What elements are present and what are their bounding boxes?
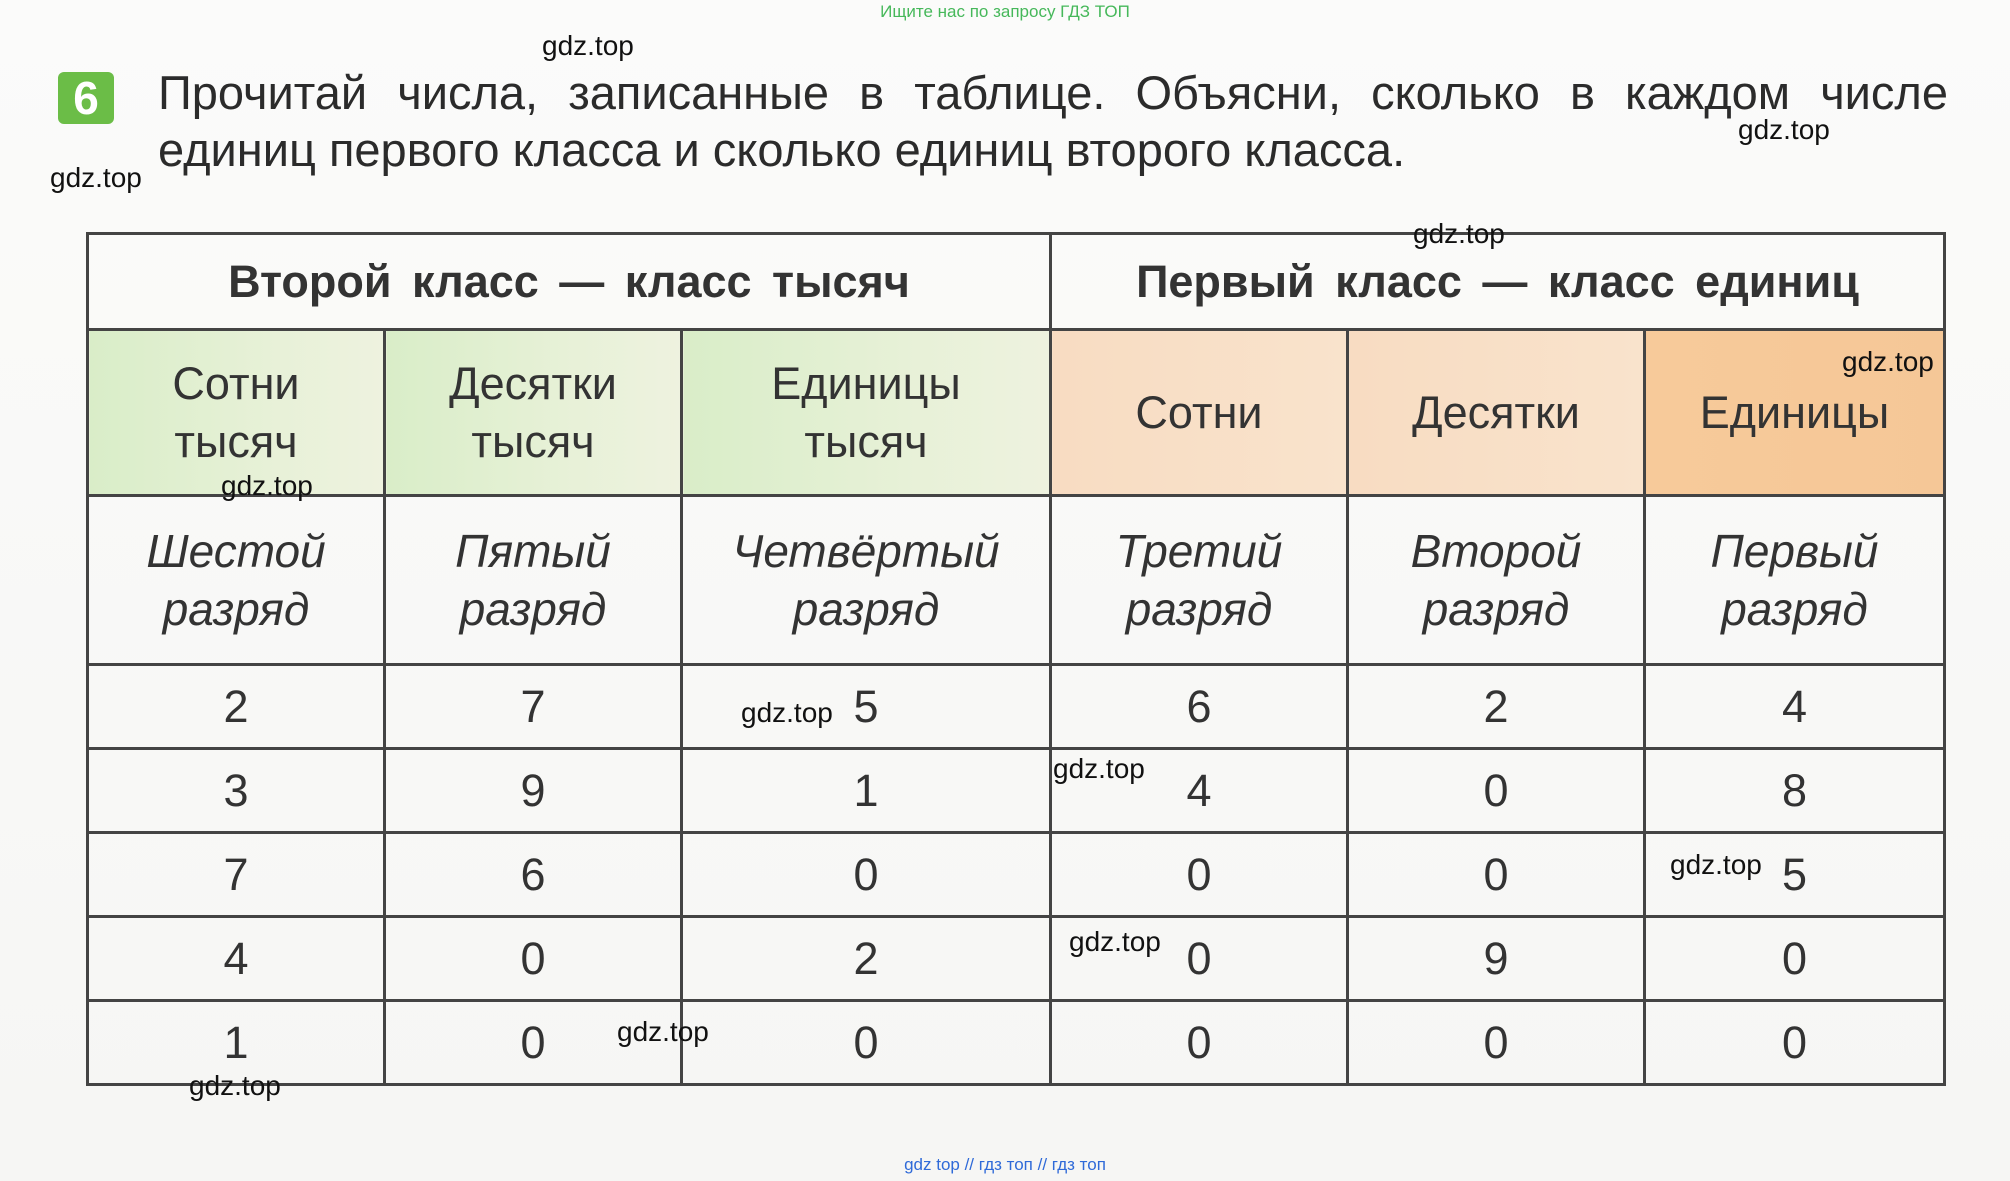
digit-cell: 0	[1051, 1001, 1348, 1085]
rank-cell: Четвёртый разряд	[682, 496, 1051, 665]
digit-cell: 0	[1051, 833, 1348, 917]
watermark: gdz.top	[1842, 346, 1934, 377]
digit-cell: 0	[1348, 749, 1645, 833]
digit-cell: 8	[1645, 749, 1945, 833]
watermark: gdz.top	[1053, 753, 1145, 784]
digit-cell: 0	[1645, 917, 1945, 1001]
class-header-row	[88, 234, 1945, 330]
digit-cell: 2	[682, 917, 1051, 1001]
number-row	[88, 833, 1945, 917]
digit-cell: 3	[88, 749, 385, 833]
number-row	[88, 665, 1945, 749]
rank-cell: Первый разряд	[1645, 496, 1945, 665]
top-banner[interactable]: Ищите нас по запросу ГДЗ ТОП	[880, 2, 1130, 21]
rank-cell: Пятый разряд	[385, 496, 682, 665]
digit-cell: 7	[385, 665, 682, 749]
unit-cell: Десятки тысяч	[385, 330, 682, 496]
digit-cell: 6	[1051, 665, 1348, 749]
watermark: gdz.top	[617, 1016, 709, 1047]
digit-cell: 9	[385, 749, 682, 833]
watermark: gdz.top	[1069, 926, 1161, 957]
digit-cell: 7	[88, 833, 385, 917]
rank-cell: Третий разряд	[1051, 496, 1348, 665]
watermark: gdz.top	[1413, 218, 1505, 249]
watermark: gdz.top	[50, 162, 142, 193]
digit-cell: 0	[1348, 1001, 1645, 1085]
digit-cell: 0	[1645, 1001, 1945, 1085]
digit-cell: 6	[385, 833, 682, 917]
unit-cell: Десятки	[1348, 330, 1645, 496]
rank-row	[88, 496, 1945, 665]
watermark: gdz.top	[189, 1070, 281, 1101]
watermark: gdz.top	[542, 30, 634, 61]
units-class-header: Первый класс — класс единиц	[1051, 234, 1945, 330]
digit-cell: 5	[682, 665, 1051, 749]
digit-cell: 0	[1348, 833, 1645, 917]
watermark: gdz.top	[1738, 114, 1830, 145]
task-number-badge: 6	[58, 72, 114, 124]
digit-cell: 0	[682, 1001, 1051, 1085]
digit-cell: 0	[385, 1001, 682, 1085]
digit-cell: 5	[1645, 833, 1945, 917]
thousands-class-header: Второй класс — класс тысяч	[88, 234, 1051, 330]
unit-cell: Сотни тысяч	[88, 330, 385, 496]
unit-cell: Единицы тысяч	[682, 330, 1051, 496]
number-row	[88, 917, 1945, 1001]
unit-name-row	[88, 330, 1945, 496]
digit-cell: 1	[88, 1001, 385, 1085]
digit-cell: 0	[385, 917, 682, 1001]
digit-cell: 9	[1348, 917, 1645, 1001]
rank-cell: Второй разряд	[1348, 496, 1645, 665]
digit-cell: 4	[88, 917, 385, 1001]
digit-cell: 0	[1051, 917, 1348, 1001]
digit-cell: 2	[1348, 665, 1645, 749]
unit-cell: Сотни	[1051, 330, 1348, 496]
watermark: gdz.top	[221, 470, 313, 501]
watermark: gdz.top	[741, 697, 833, 728]
number-row	[88, 1001, 1945, 1085]
unit-cell: Единицы	[1645, 330, 1945, 496]
rank-cell: Шестой разряд	[88, 496, 385, 665]
digit-place-table	[86, 232, 1946, 1086]
bottom-banner[interactable]: gdz top // гдз топ // гдз топ	[904, 1155, 1106, 1174]
digit-cell: 0	[682, 833, 1051, 917]
digit-cell: 4	[1645, 665, 1945, 749]
digit-cell: 4	[1051, 749, 1348, 833]
watermark: gdz.top	[1670, 849, 1762, 880]
task-text: Прочитай числа, записанные в таблице. Объясни, сколько в каждом числе единиц первого класса и сколько единиц второго класса.	[158, 66, 1948, 176]
number-row	[88, 749, 1945, 833]
digit-cell: 1	[682, 749, 1051, 833]
digit-cell: 2	[88, 665, 385, 749]
